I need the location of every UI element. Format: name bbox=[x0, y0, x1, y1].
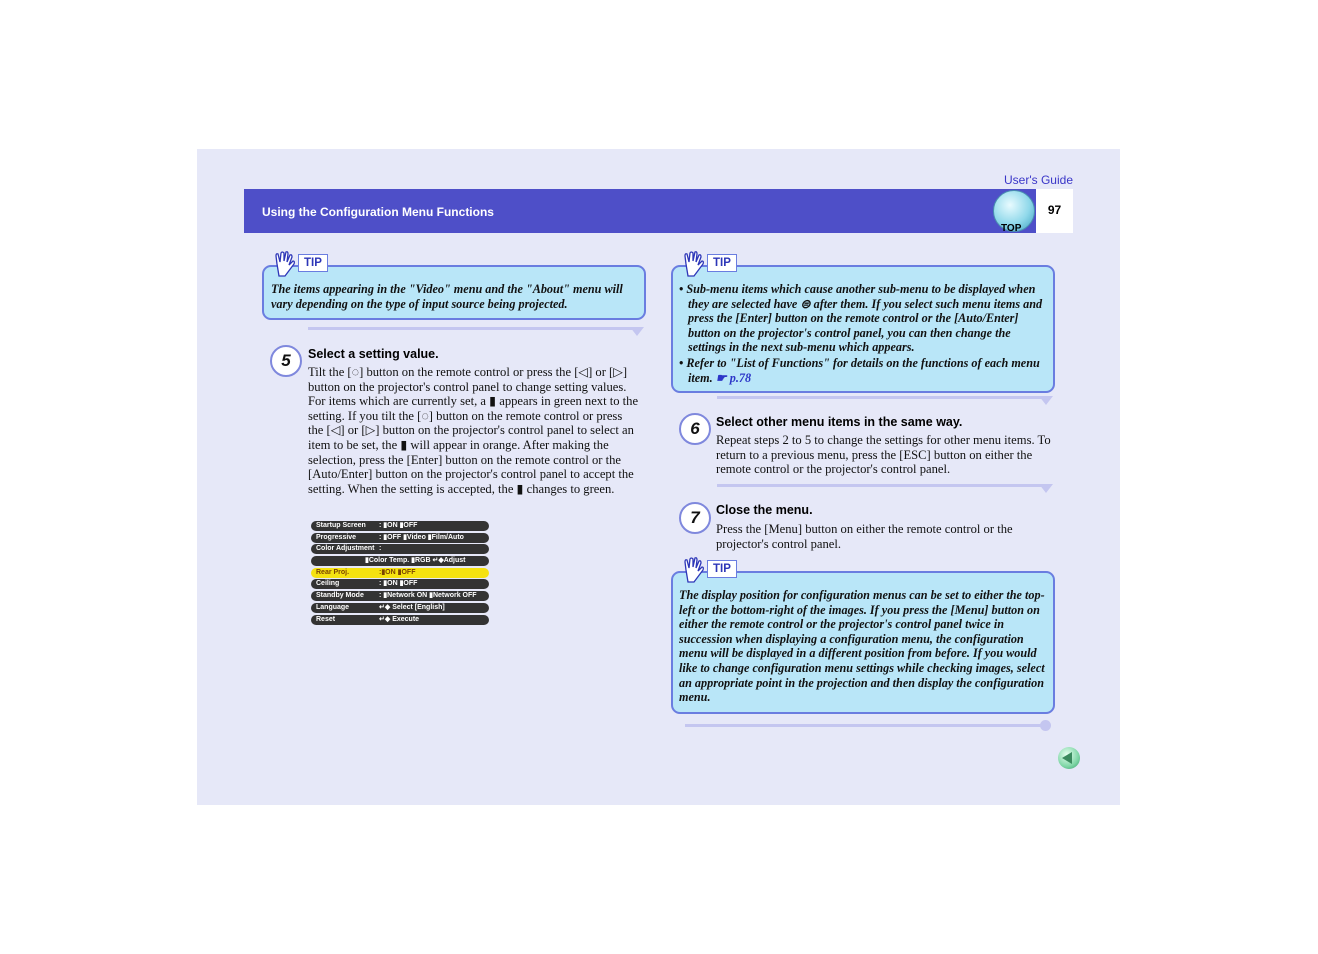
tip-hand-icon bbox=[273, 250, 299, 278]
tip-hand-icon bbox=[682, 556, 708, 584]
page-number: 97 bbox=[1047, 203, 1062, 217]
document-page bbox=[197, 149, 1120, 805]
menu-row: Standby Mode : ▮Network ON ▮Network OFF bbox=[311, 591, 489, 601]
tip-text-1: The items appearing in the "Video" menu and the "About" menu will vary depending on the type of input source being projected. bbox=[271, 282, 623, 311]
page-number-box bbox=[1036, 189, 1073, 233]
tip-bullet-1: • Sub-menu items which cause another sub-menu to be displayed when they are selected have ⊜ after them. If you select such menu items and press the [Enter] button on the remote control or the [Auto/Enter] button on the projector's control panel, you can then change the settings in the next sub-menu which appears. bbox=[679, 282, 1043, 355]
page-ref-link[interactable]: ☛ p.78 bbox=[715, 370, 752, 385]
step-title-6: Select other menu items in the same way. bbox=[716, 415, 963, 429]
step-number-5: 5 bbox=[270, 345, 302, 377]
section-title: Using the Configuration Menu Functions bbox=[262, 205, 494, 219]
step-text-5: Tilt the [◌] button on the remote control or press the [◁] or [▷] button on the projector's control panel to change setting values. For items which are currently set, a ▮ appears in green next to the setting. If you tilt the [◌] button on the remote control or press the [◁] or [▷] button on the projector's control panel to select an item to be set, the ▮ will appear in orange. After making the selection, press the [Enter] button on the remote control or the [Auto/Enter] button on the projector's control panel to accept the setting. When the setting is accepted, the ▮ changes to green. bbox=[308, 365, 639, 496]
separator-1 bbox=[308, 327, 638, 330]
top-home-button[interactable] bbox=[993, 189, 1035, 233]
users-guide-link[interactable]: User's Guide bbox=[1004, 173, 1073, 187]
separator-3 bbox=[717, 484, 1047, 487]
step-text-7: Press the [Menu] button on either the remote control or the projector's control panel. bbox=[716, 522, 1013, 551]
step-number-6: 6 bbox=[679, 413, 711, 445]
menu-row: ▮Color Temp. ▮RGB ↵◆Adjust bbox=[311, 556, 489, 566]
tip-text-3: The display position for configuration menus can be set to either the top-left or the bottom-right of the images. If you press the [Menu] button on either the remote control or the projector's control panel twice in succession when displaying a configuration menu, the configuration menu will be displayed in a different position from before. If you would like to change configuration menu settings while checking images, select an appropriate point in the projection and then display the configuration menu. bbox=[679, 588, 1045, 705]
step-number-7: 7 bbox=[679, 502, 711, 534]
tip-box-2 bbox=[671, 265, 1055, 393]
back-arrow-button[interactable] bbox=[1058, 747, 1080, 769]
top-label: TOP bbox=[1001, 223, 1022, 234]
step-title-7: Close the menu. bbox=[716, 503, 813, 517]
tip-label-1: TIP bbox=[298, 254, 328, 272]
menu-row: Color Adjustment : bbox=[311, 544, 489, 554]
menu-row: Progressive : ▮OFF ▮Video ▮Film/Auto bbox=[311, 533, 489, 543]
menu-row: Reset ↵◆ Execute bbox=[311, 615, 489, 625]
back-arrow-icon bbox=[1062, 752, 1072, 764]
step-title-5: Select a setting value. bbox=[308, 347, 439, 361]
menu-row: Startup Screen : ▮ON ▮OFF bbox=[311, 521, 489, 531]
tip-hand-icon bbox=[682, 250, 708, 278]
tip-box-3 bbox=[671, 571, 1055, 714]
tip-box-1 bbox=[262, 265, 646, 320]
separator-2 bbox=[717, 396, 1047, 399]
header-band bbox=[244, 189, 1036, 233]
menu-row-highlighted: Rear Proj. :▮ON ▮OFF bbox=[311, 568, 489, 578]
menu-row: Ceiling : ▮ON ▮OFF bbox=[311, 579, 489, 589]
tip-bullet-2: • Refer to "List of Functions" for details on the functions of each menu item. ☛ p.78 bbox=[679, 356, 1040, 385]
step-text-6: Repeat steps 2 to 5 to change the settings for other menu items. To return to a previous menu, press the [ESC] button on either the remote control or the projector's control panel. bbox=[716, 433, 1051, 477]
config-menu-image bbox=[311, 521, 489, 626]
tip-label-2: TIP bbox=[707, 254, 737, 272]
tip-label-3: TIP bbox=[707, 560, 737, 578]
separator-end bbox=[685, 724, 1045, 727]
menu-row: Language ↵◆ Select [English] bbox=[311, 603, 489, 613]
